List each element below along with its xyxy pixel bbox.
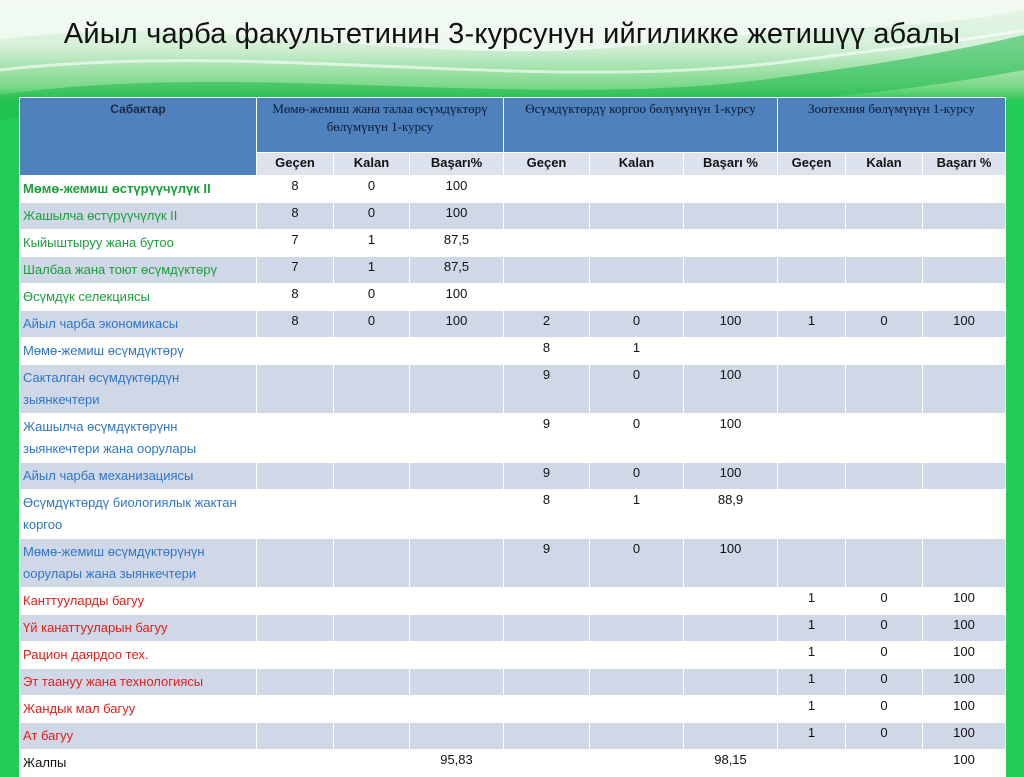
value-cell: [504, 696, 590, 723]
value-cell: 0: [334, 176, 410, 203]
table-row: [20, 257, 1006, 284]
table-row: [20, 311, 1006, 338]
value-cell: [334, 750, 410, 777]
subject-cell: Мөмө-жемиш өсүмдүктөрү: [20, 338, 257, 365]
table-row: [20, 723, 1006, 750]
value-cell: [257, 463, 334, 490]
value-cell: [778, 414, 846, 463]
value-cell: 1: [778, 588, 846, 615]
value-cell: [504, 669, 590, 696]
value-cell: [257, 642, 334, 669]
value-cell: 1: [778, 615, 846, 642]
value-cell: [334, 463, 410, 490]
value-cell: 100: [410, 284, 504, 311]
column-subheader: Geçen: [778, 153, 846, 176]
table-row: [20, 615, 1006, 642]
value-cell: 0: [846, 615, 923, 642]
value-cell: [334, 642, 410, 669]
table-row: [20, 230, 1006, 257]
value-cell: [684, 642, 778, 669]
value-cell: [846, 230, 923, 257]
table-row: [20, 414, 1006, 463]
value-cell: [778, 230, 846, 257]
value-cell: [257, 615, 334, 642]
column-subheader: Başarı%: [410, 153, 504, 176]
table-row: [20, 642, 1006, 669]
value-cell: [590, 696, 684, 723]
value-cell: [590, 615, 684, 642]
value-cell: 0: [590, 414, 684, 463]
value-cell: [684, 176, 778, 203]
value-cell: 100: [923, 696, 1006, 723]
value-cell: 9: [504, 414, 590, 463]
value-cell: 7: [257, 257, 334, 284]
column-subheader: Geçen: [504, 153, 590, 176]
value-cell: [257, 490, 334, 539]
value-cell: 0: [334, 284, 410, 311]
value-cell: 1: [590, 338, 684, 365]
value-cell: [846, 257, 923, 284]
value-cell: [590, 176, 684, 203]
value-cell: [334, 669, 410, 696]
value-cell: 8: [504, 490, 590, 539]
value-cell: [923, 539, 1006, 588]
table-row: [20, 539, 1006, 588]
value-cell: 9: [504, 365, 590, 414]
value-cell: [590, 669, 684, 696]
value-cell: [410, 414, 504, 463]
value-cell: 8: [257, 176, 334, 203]
value-cell: [846, 750, 923, 777]
value-cell: 100: [923, 615, 1006, 642]
value-cell: [684, 615, 778, 642]
results-table: [19, 97, 1006, 777]
subject-cell: Жандык мал багуу: [20, 696, 257, 723]
value-cell: [684, 669, 778, 696]
value-cell: [684, 338, 778, 365]
column-subheader: Kalan: [846, 153, 923, 176]
value-cell: 8: [257, 284, 334, 311]
value-cell: [684, 723, 778, 750]
value-cell: [778, 365, 846, 414]
value-cell: [846, 203, 923, 230]
value-cell: [923, 414, 1006, 463]
value-cell: 0: [846, 696, 923, 723]
value-cell: 100: [410, 311, 504, 338]
value-cell: 8: [257, 311, 334, 338]
value-cell: [504, 750, 590, 777]
value-cell: [257, 365, 334, 414]
value-cell: [923, 203, 1006, 230]
value-cell: 0: [590, 365, 684, 414]
value-cell: [923, 490, 1006, 539]
subject-cell: Айыл чарба механизациясы: [20, 463, 257, 490]
value-cell: 9: [504, 539, 590, 588]
value-cell: [504, 642, 590, 669]
value-cell: 0: [334, 203, 410, 230]
value-cell: [410, 588, 504, 615]
value-cell: 100: [410, 203, 504, 230]
value-cell: [778, 490, 846, 539]
value-cell: [684, 203, 778, 230]
value-cell: [410, 463, 504, 490]
value-cell: 88,9: [684, 490, 778, 539]
subject-cell: Кыйыштыруу жана бутоо: [20, 230, 257, 257]
value-cell: [334, 588, 410, 615]
subject-cell: Жашылча өстүрүүчүлүк II: [20, 203, 257, 230]
subject-cell: Сакталган өсүмдүктөрдүн зыянкечтери: [20, 365, 257, 414]
value-cell: 7: [257, 230, 334, 257]
subject-cell: Мөмө-жемиш өстүрүүчүлүк II: [20, 176, 257, 203]
value-cell: [923, 463, 1006, 490]
column-subheader: Başarı %: [923, 153, 1006, 176]
value-cell: 0: [846, 642, 923, 669]
value-cell: [778, 176, 846, 203]
value-cell: 98,15: [684, 750, 778, 777]
value-cell: 100: [684, 365, 778, 414]
value-cell: [410, 723, 504, 750]
value-cell: 0: [846, 669, 923, 696]
value-cell: 87,5: [410, 230, 504, 257]
value-cell: [778, 463, 846, 490]
table-row: [20, 176, 1006, 203]
value-cell: 0: [846, 311, 923, 338]
value-cell: [334, 615, 410, 642]
group-header-fruit-field: Мөмө-жемиш жана талаа өсүмдүктөрү бөлүмүнүн 1-курсу: [257, 98, 504, 153]
table-row: [20, 669, 1006, 696]
subject-cell: Шалбаа жана тоют өсүмдүктөрү: [20, 257, 257, 284]
value-cell: [410, 539, 504, 588]
value-cell: [846, 490, 923, 539]
group-header-plant-protection: Өсүмдүктөрдү коргоо бөлүмүнүн 1-курсу: [504, 98, 778, 153]
value-cell: 1: [778, 311, 846, 338]
value-cell: [778, 284, 846, 311]
subject-cell: Үй канаттууларын багуу: [20, 615, 257, 642]
value-cell: 100: [684, 311, 778, 338]
value-cell: [334, 338, 410, 365]
value-cell: [778, 338, 846, 365]
value-cell: [684, 257, 778, 284]
group-header-zootechnics: Зоотехния бөлүмүнүн 1-курсу: [778, 98, 1006, 153]
value-cell: [504, 284, 590, 311]
value-cell: 1: [778, 723, 846, 750]
value-cell: [334, 365, 410, 414]
value-cell: 100: [923, 669, 1006, 696]
value-cell: [846, 463, 923, 490]
value-cell: [504, 230, 590, 257]
value-cell: 8: [504, 338, 590, 365]
value-cell: [590, 284, 684, 311]
value-cell: [410, 490, 504, 539]
value-cell: 1: [778, 669, 846, 696]
slide-title: Айыл чарба факультетинин 3-курсунун ийгиликке жетишүү абалы: [63, 18, 961, 50]
value-cell: [410, 615, 504, 642]
value-cell: 100: [923, 311, 1006, 338]
column-subheader: Kalan: [590, 153, 684, 176]
value-cell: [684, 696, 778, 723]
value-cell: [590, 203, 684, 230]
value-cell: [257, 539, 334, 588]
value-cell: [504, 723, 590, 750]
value-cell: 100: [923, 750, 1006, 777]
value-cell: [590, 230, 684, 257]
subject-cell: Айыл чарба экономикасы: [20, 311, 257, 338]
subject-cell: Өсүмдүк селекциясы: [20, 284, 257, 311]
value-cell: 1: [590, 490, 684, 539]
value-cell: 1: [778, 642, 846, 669]
value-cell: 1: [778, 696, 846, 723]
value-cell: [923, 230, 1006, 257]
value-cell: [923, 257, 1006, 284]
value-cell: [504, 176, 590, 203]
value-cell: 8: [257, 203, 334, 230]
value-cell: [410, 365, 504, 414]
value-cell: 0: [846, 723, 923, 750]
value-cell: [410, 642, 504, 669]
value-cell: 100: [684, 463, 778, 490]
value-cell: [846, 539, 923, 588]
value-cell: 100: [410, 176, 504, 203]
value-cell: [257, 669, 334, 696]
value-cell: [846, 365, 923, 414]
subject-cell: Мөмө-жемиш өсүмдүктөрүнүн оорулары жана зыянкечтери: [20, 539, 257, 588]
subject-cell: Канттууларды багуу: [20, 588, 257, 615]
value-cell: [846, 338, 923, 365]
value-cell: [504, 257, 590, 284]
value-cell: 95,83: [410, 750, 504, 777]
value-cell: 100: [684, 414, 778, 463]
subject-cell: Өсүмдүктөрдү биологиялык жактан коргоо: [20, 490, 257, 539]
column-subheader: Kalan: [334, 153, 410, 176]
value-cell: 0: [590, 463, 684, 490]
table-row: [20, 284, 1006, 311]
subject-cell: Жашылча өсүмдүктөрүнн зыянкечтери жана оорулары: [20, 414, 257, 463]
table-row: [20, 750, 1006, 777]
value-cell: [590, 588, 684, 615]
value-cell: [334, 490, 410, 539]
value-cell: 9: [504, 463, 590, 490]
table-row: [20, 490, 1006, 539]
value-cell: [923, 338, 1006, 365]
value-cell: [846, 176, 923, 203]
value-cell: 0: [334, 311, 410, 338]
value-cell: [257, 750, 334, 777]
value-cell: [410, 338, 504, 365]
value-cell: [257, 338, 334, 365]
value-cell: 1: [334, 257, 410, 284]
value-cell: [257, 588, 334, 615]
value-cell: 0: [846, 588, 923, 615]
value-cell: [923, 284, 1006, 311]
value-cell: [334, 696, 410, 723]
value-cell: 100: [923, 723, 1006, 750]
value-cell: [504, 588, 590, 615]
value-cell: 2: [504, 311, 590, 338]
value-cell: [590, 750, 684, 777]
value-cell: 100: [923, 588, 1006, 615]
table-row: [20, 463, 1006, 490]
table-row: [20, 696, 1006, 723]
value-cell: [590, 257, 684, 284]
value-cell: [846, 414, 923, 463]
table-row: [20, 365, 1006, 414]
value-cell: [590, 642, 684, 669]
value-cell: 100: [684, 539, 778, 588]
value-cell: 0: [590, 311, 684, 338]
value-cell: [684, 588, 778, 615]
value-cell: [923, 176, 1006, 203]
subject-cell: Рацион даярдоо тех.: [20, 642, 257, 669]
table-body: [20, 176, 1006, 777]
table-row: [20, 338, 1006, 365]
value-cell: [923, 365, 1006, 414]
value-cell: 1: [334, 230, 410, 257]
subject-cell: Жалпы: [20, 750, 257, 777]
value-cell: [778, 257, 846, 284]
value-cell: [334, 539, 410, 588]
table-row: [20, 588, 1006, 615]
value-cell: [684, 284, 778, 311]
value-cell: 0: [590, 539, 684, 588]
subject-cell: Ат багуу: [20, 723, 257, 750]
subject-cell: Эт таануу жана технологиясы: [20, 669, 257, 696]
value-cell: [257, 414, 334, 463]
value-cell: [334, 723, 410, 750]
value-cell: [778, 750, 846, 777]
value-cell: [257, 696, 334, 723]
value-cell: [410, 696, 504, 723]
value-cell: [504, 615, 590, 642]
value-cell: 87,5: [410, 257, 504, 284]
value-cell: [410, 669, 504, 696]
value-cell: [846, 284, 923, 311]
value-cell: 100: [923, 642, 1006, 669]
subjects-header: Сабактар: [20, 98, 257, 176]
value-cell: [778, 539, 846, 588]
value-cell: [778, 203, 846, 230]
column-subheader: Geçen: [257, 153, 334, 176]
value-cell: [684, 230, 778, 257]
value-cell: [504, 203, 590, 230]
table-row: [20, 203, 1006, 230]
column-subheader: Başarı %: [684, 153, 778, 176]
value-cell: [257, 723, 334, 750]
value-cell: [334, 414, 410, 463]
value-cell: [590, 723, 684, 750]
